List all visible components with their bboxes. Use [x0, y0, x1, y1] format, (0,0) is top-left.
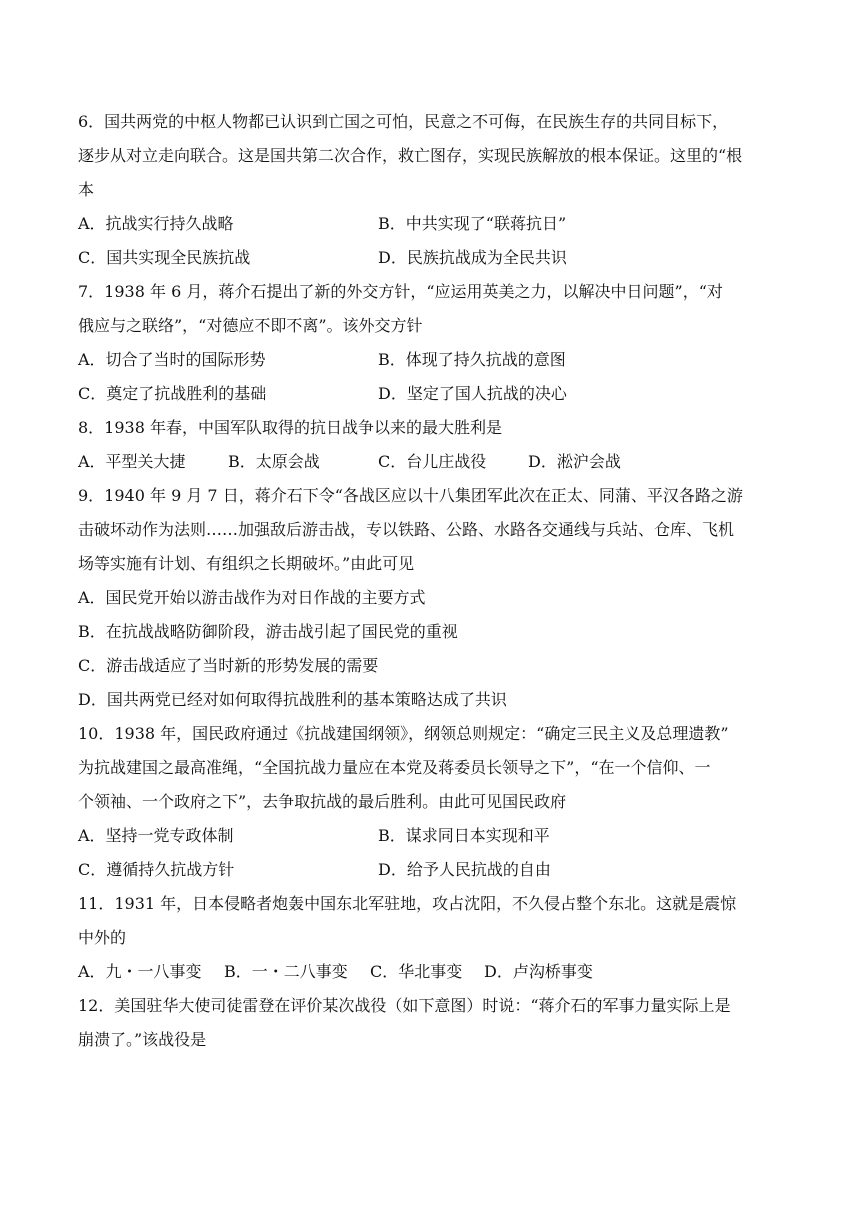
q8-stem-line-1: 8．1938 年春，中国军队取得的抗日战争以来的最大胜利是	[78, 418, 502, 437]
q10-stem-line-3: 个领袖、一个政府之下”，去争取抗战的最后胜利。由此可见国民政府	[78, 792, 567, 811]
q9-option-a: A．国民党开始以游击战作为对日作战的主要方式	[78, 588, 426, 607]
q9-option-c: C．游击战适应了当时新的形势发展的需要	[78, 656, 379, 675]
q8-option-c: C．台儿庄战役	[378, 452, 487, 471]
q6-stem-line-3: 本	[78, 180, 95, 199]
q10-stem-line-1: 10．1938 年，国民政府通过《抗战建国纲领》，纲领总则规定：“确定三民主义及总理遗教”	[78, 724, 729, 743]
q9-stem-line-3: 场等实施有计划、有组织之长期破坏。”由此可见	[78, 554, 415, 573]
q6-option-d: D．民族抗战成为全民共识	[378, 248, 567, 267]
q8-option-b: B．太原会战	[228, 452, 320, 471]
q12-stem-line-2: 崩溃了。”该战役是	[78, 1030, 207, 1049]
q6-option-a: A．抗战实行持久战略	[78, 214, 234, 233]
q11-stem-line-1: 11．1931 年，日本侵略者炮轰中国东北军驻地，攻占沈阳，不久侵占整个东北。这就是震惊	[78, 894, 737, 913]
q10-option-b: B．谋求同日本实现和平	[378, 826, 550, 845]
q7-option-a: A．切合了当时的国际形势	[78, 350, 266, 369]
q9-stem-line-1: 9．1940 年 9 月 7 日，蒋介石下令“各战区应以十八集团军此次在正太、同蒲、平汉各路之游	[78, 486, 743, 505]
q7-option-d: D．坚定了国人抗战的决心	[378, 384, 567, 403]
q10-stem-line-2: 为抗战建国之最高准绳，“全国抗战力量应在本党及蒋委员长领导之下”，“在一个信仰、一	[78, 758, 711, 777]
q6-stem-line-1: 6．国共两党的中枢人物都已认识到亡国之可怕，民意之不可侮，在民族生存的共同目标下，	[78, 112, 729, 131]
q7-option-b: B．体现了持久抗战的意图	[378, 350, 566, 369]
q7-stem-line-1: 7．1938 年 6 月，蒋介石提出了新的外交方针，“应运用英美之力，以解决中日问题”，“对	[78, 282, 723, 301]
q7-option-c: C．奠定了抗战胜利的基础	[78, 384, 267, 403]
q10-option-d: D．给予人民抗战的自由	[378, 860, 551, 879]
q11-option-a: A．九・一八事变	[78, 962, 202, 981]
q7-stem-line-2: 俄应与之联络”，“对德应不即不离”。该外交方针	[78, 316, 423, 335]
q11-option-d: D．卢沟桥事变	[484, 962, 593, 981]
q11-option-c: C．华北事变	[370, 962, 463, 981]
q9-stem-line-2: 击破坏动作为法则……加强敌后游击战，专以铁路、公路、水路各交通线与兵站、仓库、飞机	[78, 520, 735, 539]
q8-option-d: D．淞沪会战	[528, 452, 621, 471]
q9-option-d: D．国共两党已经对如何取得抗战胜利的基本策略达成了共识	[78, 690, 507, 709]
q8-option-a: A．平型关大捷	[78, 452, 186, 471]
q6-stem-line-2: 逐步从对立走向联合。这是国共第二次合作，救亡图存，实现民族解放的根本保证。这里的“根	[78, 146, 743, 165]
q9-option-b: B．在抗战战略防御阶段，游击战引起了国民党的重视	[78, 622, 458, 641]
q11-option-b: B．一・二八事变	[224, 962, 348, 981]
q10-option-a: A．坚持一党专政体制	[78, 826, 234, 845]
q11-stem-line-2: 中外的	[78, 928, 127, 947]
q6-option-b: B．中共实现了“联蒋抗日”	[378, 214, 567, 233]
q6-option-c: C．国共实现全民族抗战	[78, 248, 251, 267]
q12-stem-line-1: 12．美国驻华大使司徒雷登在评价某次战役（如下意图）时说：“蒋介石的军事力量实际上是	[78, 996, 731, 1015]
q10-option-c: C．遵循持久抗战方针	[78, 860, 235, 879]
